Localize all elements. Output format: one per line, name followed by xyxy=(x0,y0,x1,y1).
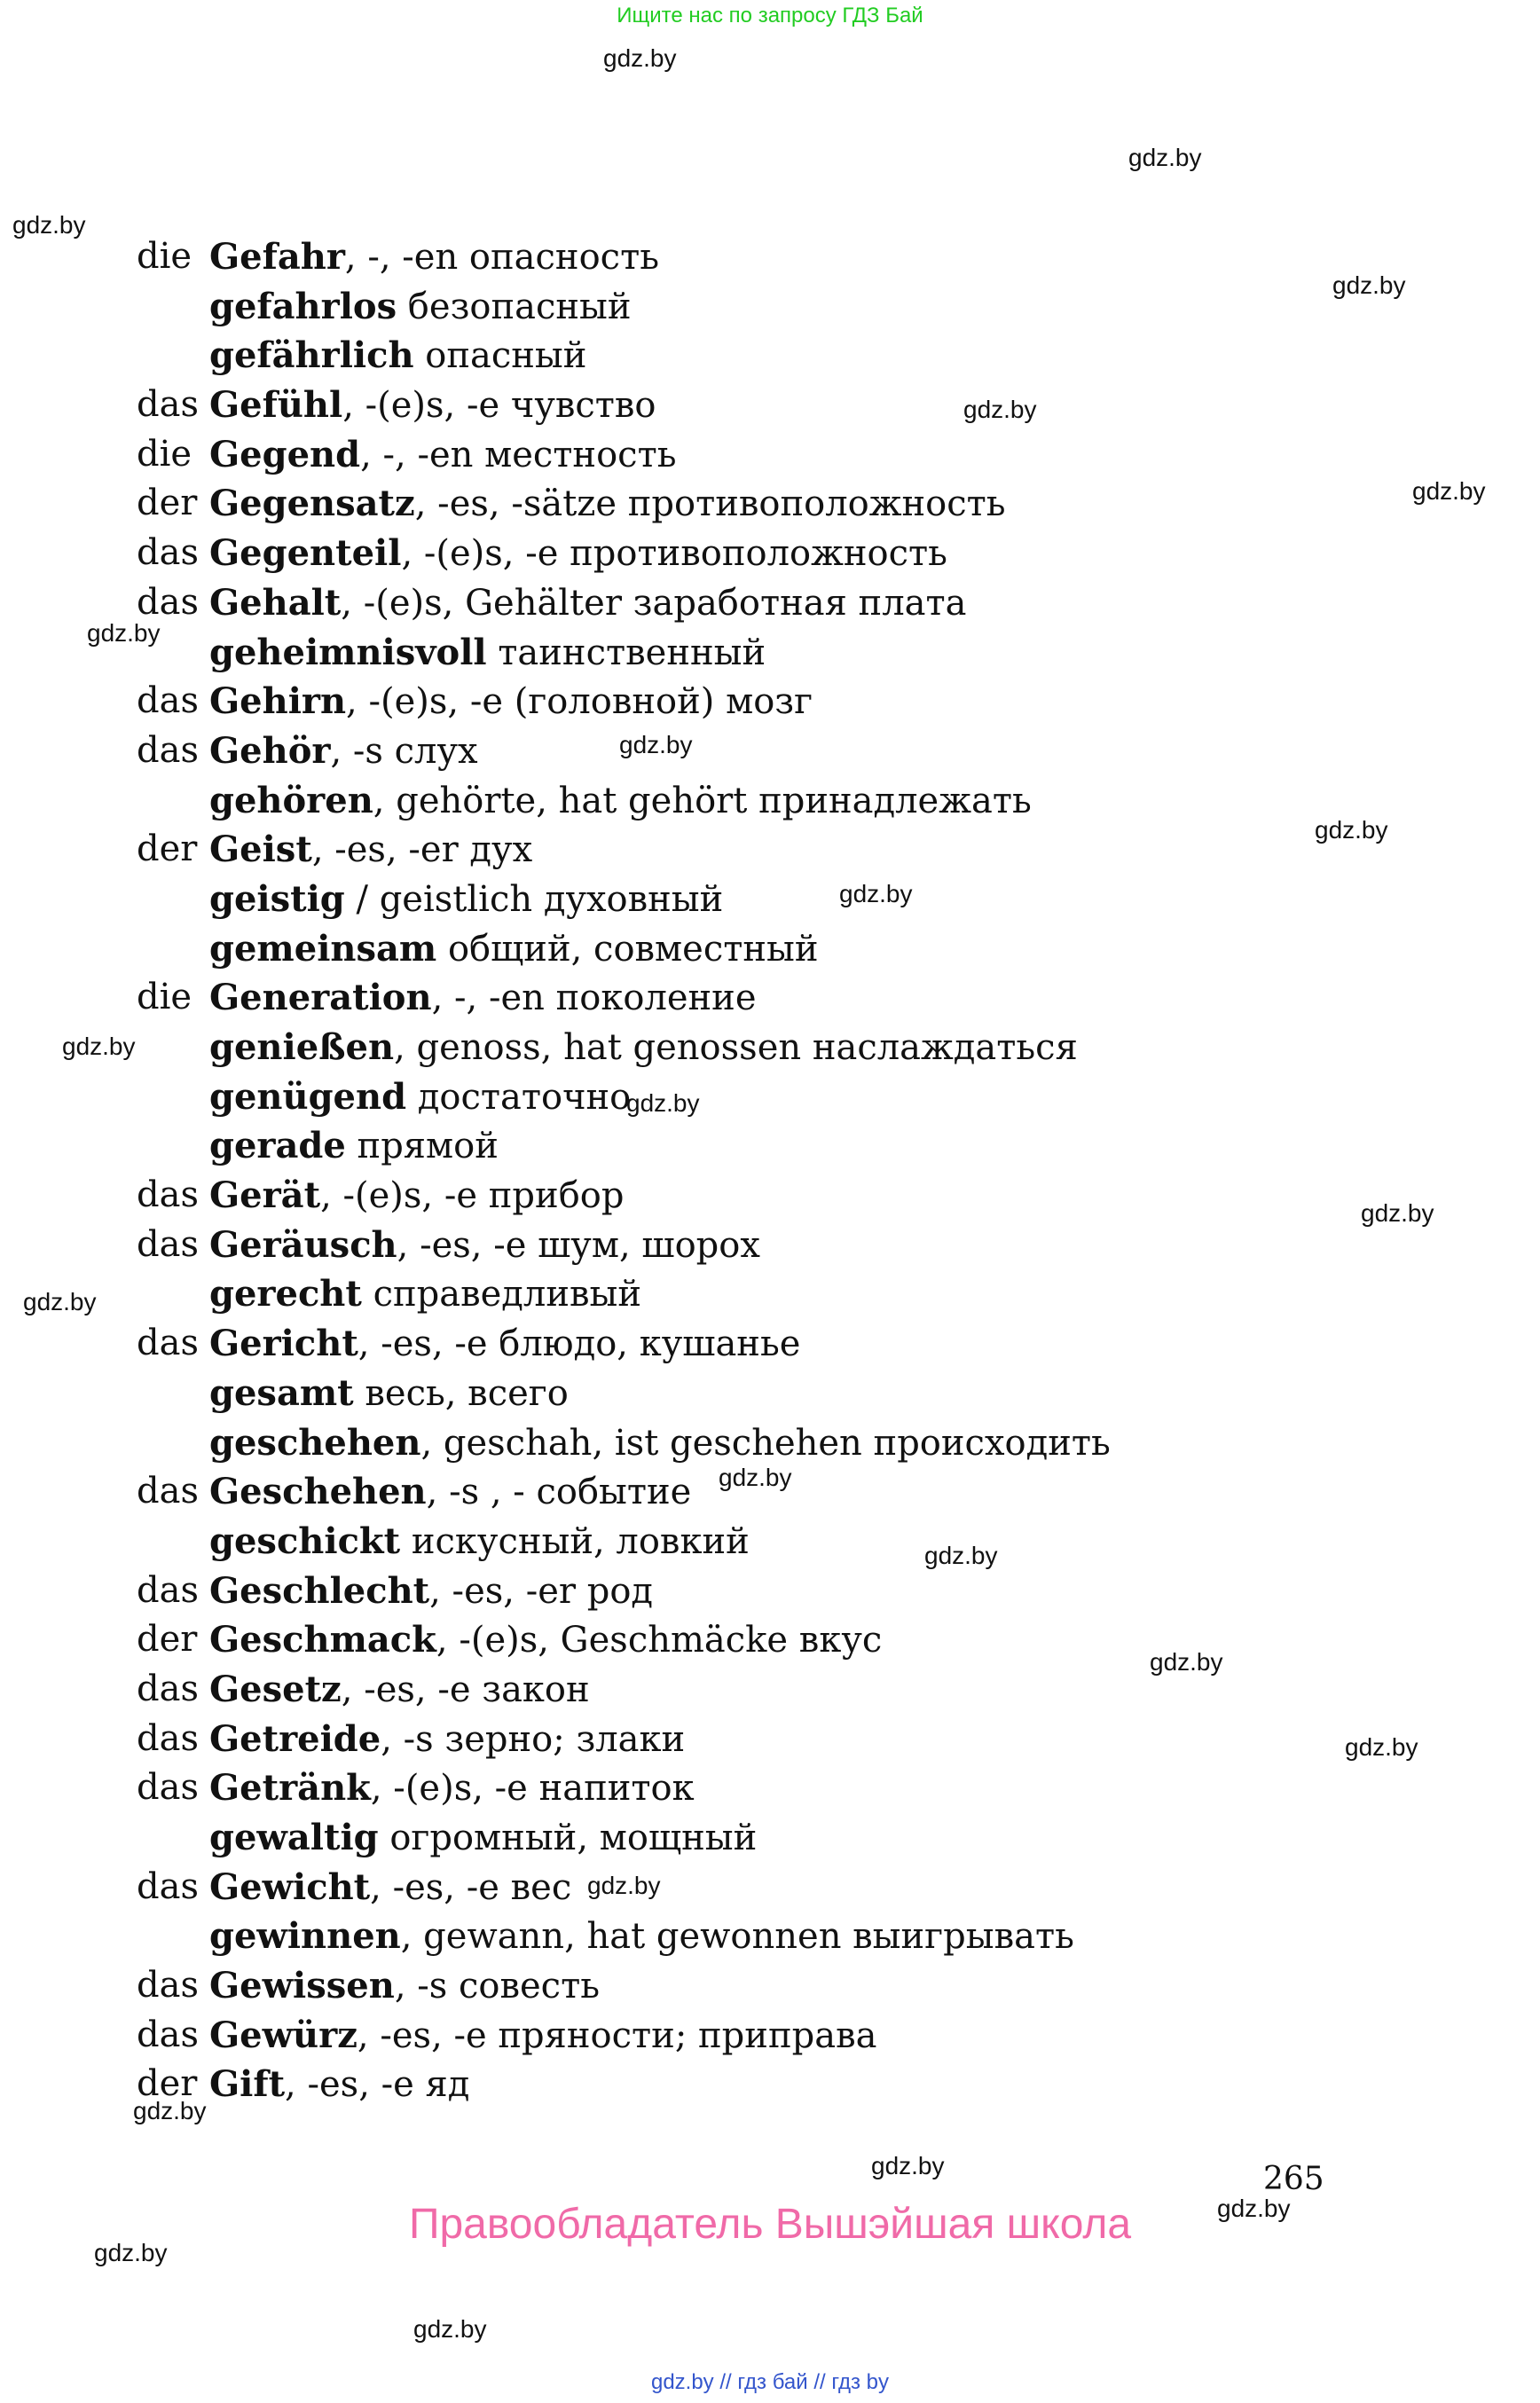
entry-details: , -es, -e блюдо, кушанье xyxy=(358,1323,801,1365)
entry-details: , gehörte, hat gehört принадлежать xyxy=(373,780,1032,821)
entry-details: справедливый xyxy=(361,1274,641,1315)
article: das xyxy=(137,532,199,574)
headword: gefahrlos xyxy=(209,285,397,327)
vocabulary-entry xyxy=(0,1369,1540,1418)
entry-details: таинственный xyxy=(486,632,766,673)
entry-details: , -s зерно; злаки xyxy=(381,1718,686,1760)
vocabulary-entry xyxy=(0,726,1540,776)
vocabulary-entry xyxy=(0,1269,1540,1319)
entry-details: достаточно xyxy=(406,1076,632,1118)
vocabulary-entry xyxy=(0,677,1540,726)
article: das xyxy=(137,2014,199,2055)
headword: geschehen xyxy=(209,1421,421,1464)
vocabulary-entry xyxy=(0,1221,1540,1270)
headword: Gewissen xyxy=(209,1965,395,2007)
headword: Gegensatz xyxy=(209,483,415,525)
entry-details: , -(e)s, -e противоположность xyxy=(401,533,947,575)
headword: gewinnen xyxy=(209,1915,401,1958)
vocabulary-entry xyxy=(0,1567,1540,1616)
watermark: gdz.by xyxy=(603,44,677,72)
headword: geschickt xyxy=(209,1520,401,1562)
watermark: gdz.by xyxy=(1217,2195,1291,2222)
headword: Gewürz xyxy=(209,2014,358,2056)
vocabulary-entry xyxy=(0,578,1540,628)
headword: gewaltig xyxy=(209,1817,379,1858)
entry-details: , -es, -e яд xyxy=(285,2064,470,2106)
headword: Gegenteil xyxy=(209,532,402,575)
vocabulary-entry xyxy=(0,529,1540,578)
article: das xyxy=(137,384,199,426)
headword: geistig xyxy=(209,877,345,920)
headword: Gehirn xyxy=(209,680,347,723)
entry-details: , -s совесть xyxy=(394,1966,600,2007)
watermark: gdz.by xyxy=(1332,271,1406,299)
entry-details: , -es, -sätze противоположность xyxy=(414,483,1006,525)
headword: Generation xyxy=(209,977,432,1019)
entry-details: безопасный xyxy=(397,286,632,327)
vocabulary-entry xyxy=(0,1023,1540,1072)
headword: genügend xyxy=(209,1075,407,1118)
watermark: gdz.by xyxy=(924,1542,998,1569)
vocabulary-entry xyxy=(0,479,1540,529)
vocabulary-entry xyxy=(0,1517,1540,1567)
entry-details: искусный, ловкий xyxy=(400,1520,750,1562)
entry-details: , -es, -e вес xyxy=(370,1866,572,1908)
vocabulary-entry xyxy=(0,1467,1540,1517)
vocabulary-entry xyxy=(0,1418,1540,1468)
article: das xyxy=(137,729,199,771)
watermark: gdz.by xyxy=(619,731,693,758)
vocabulary-entry xyxy=(0,875,1540,924)
watermark: gdz.by xyxy=(587,1872,661,1899)
watermark: gdz.by xyxy=(23,1288,97,1315)
vocabulary-entry xyxy=(0,232,1540,282)
headword: Gegend xyxy=(209,433,361,475)
watermark: gdz.by xyxy=(62,1033,136,1060)
top-banner: Ищите нас по запросу ГДЗ Бай xyxy=(617,4,923,27)
article: das xyxy=(137,1865,199,1907)
headword: Getränk xyxy=(209,1767,371,1810)
vocabulary-entry xyxy=(0,776,1540,826)
headword: Geschehen xyxy=(209,1471,427,1513)
article: das xyxy=(137,1569,199,1611)
watermark: gdz.by xyxy=(1412,477,1486,505)
headword: gerecht xyxy=(209,1273,362,1315)
vocabulary-entry xyxy=(0,973,1540,1023)
vocabulary-entry xyxy=(0,430,1540,480)
footer-links: gdz.by // гдз бай // гдз by xyxy=(650,2370,890,2394)
vocabulary-entry xyxy=(0,1863,1540,1912)
article: das xyxy=(137,1223,199,1265)
entry-details: , -, -en опасность xyxy=(344,237,659,278)
headword: gemeinsam xyxy=(209,927,437,970)
article: das xyxy=(137,1174,199,1216)
entry-details: , -(e)s, Geschmäcke вкус xyxy=(436,1620,883,1661)
vocabulary-entry xyxy=(0,628,1540,678)
vocabulary-list xyxy=(0,232,1540,2109)
article: das xyxy=(137,1965,199,2006)
headword: Gewicht xyxy=(209,1865,371,1908)
article: die xyxy=(137,977,192,1018)
article: das xyxy=(137,1323,199,1364)
vocabulary-entry xyxy=(0,282,1540,332)
watermark: gdz.by xyxy=(719,1464,792,1491)
article: der xyxy=(137,1619,198,1661)
entry-details: , genoss, hat genossen наслаждаться xyxy=(394,1027,1078,1068)
entry-details: , -es, -e закон xyxy=(341,1669,590,1710)
article: die xyxy=(137,236,192,277)
copyright-notice: Правообладатель Вышэйшая школа xyxy=(408,2201,1132,2248)
headword: Gesetz xyxy=(209,1668,342,1710)
watermark: gdz.by xyxy=(413,2315,487,2343)
entry-details: , geschah, ist geschehen происходить xyxy=(420,1422,1111,1464)
article: der xyxy=(137,828,198,870)
watermark: gdz.by xyxy=(94,2239,168,2266)
headword: gefährlich xyxy=(209,334,414,377)
headword: gerade xyxy=(209,1125,346,1167)
vocabulary-entry xyxy=(0,1319,1540,1369)
headword: Getreide xyxy=(209,1717,381,1760)
entry-details: , -es, -e пряности; приправа xyxy=(357,2014,877,2056)
article: das xyxy=(137,1717,199,1759)
vocabulary-entry xyxy=(0,2011,1540,2061)
headword: gesamt xyxy=(209,1371,354,1414)
headword: Gift xyxy=(209,2063,286,2106)
watermark: gdz.by xyxy=(1150,1648,1223,1676)
headword: geheimnisvoll xyxy=(209,631,487,673)
vocabulary-entry xyxy=(0,1763,1540,1813)
entry-details: / geistlich духовный xyxy=(344,878,724,920)
vocabulary-entry xyxy=(0,1171,1540,1221)
watermark: gdz.by xyxy=(1345,1733,1418,1761)
vocabulary-entry xyxy=(0,331,1540,381)
entry-details: , -es, -e шум, шорох xyxy=(397,1224,760,1266)
headword: genießen xyxy=(209,1026,395,1068)
watermark: gdz.by xyxy=(626,1089,700,1117)
entry-details: прямой xyxy=(345,1126,499,1167)
entry-details: весь, всего xyxy=(353,1372,569,1414)
watermark: gdz.by xyxy=(871,2152,945,2179)
headword: Gerät xyxy=(209,1174,321,1217)
watermark: gdz.by xyxy=(133,2097,207,2124)
entry-details: общий, совместный xyxy=(436,928,819,970)
entry-details: , -s , - событие xyxy=(426,1472,692,1513)
headword: Gefühl xyxy=(209,384,343,427)
vocabulary-entry xyxy=(0,1715,1540,1764)
entry-details: , -(e)s, -e напиток xyxy=(370,1768,695,1810)
watermark: gdz.by xyxy=(1128,144,1202,171)
headword: Gericht xyxy=(209,1323,358,1365)
article: das xyxy=(137,1471,199,1512)
entry-details: , -s слух xyxy=(330,730,478,772)
article: der xyxy=(137,483,198,524)
headword: Geräusch xyxy=(209,1223,397,1266)
article: der xyxy=(137,2063,198,2105)
vocabulary-entry xyxy=(0,2060,1540,2109)
entry-details: , -(e)s, Gehälter заработная плата xyxy=(341,582,967,624)
vocabulary-entry xyxy=(0,1615,1540,1665)
entry-details: , -(e)s, -e чувство xyxy=(342,385,656,427)
watermark: gdz.by xyxy=(1315,816,1388,844)
entry-details: , -es, -er дух xyxy=(311,829,533,871)
vocabulary-entry xyxy=(0,1665,1540,1715)
entry-details: , -es, -er род xyxy=(429,1570,654,1612)
article: das xyxy=(137,680,199,722)
vocabulary-entry xyxy=(0,1121,1540,1171)
entry-details: опасный xyxy=(413,335,587,377)
watermark: gdz.by xyxy=(87,619,161,647)
watermark: gdz.by xyxy=(839,880,913,907)
entry-details: , gewann, hat gewonnen выигрывать xyxy=(400,1916,1074,1958)
watermark: gdz.by xyxy=(12,211,86,239)
entry-details: , -, -en местность xyxy=(360,434,677,475)
vocabulary-entry xyxy=(0,825,1540,875)
article: die xyxy=(137,433,192,475)
entry-details: огромный, мощный xyxy=(378,1818,758,1858)
vocabulary-entry xyxy=(0,1912,1540,1961)
headword: Gefahr xyxy=(209,236,345,278)
watermark: gdz.by xyxy=(963,396,1037,423)
vocabulary-entry xyxy=(0,1961,1540,2011)
headword: Geist xyxy=(209,828,312,871)
article: das xyxy=(137,581,199,623)
vocabulary-entry xyxy=(0,924,1540,974)
page-number: 265 xyxy=(1263,2161,1324,2197)
vocabulary-entry xyxy=(0,1072,1540,1122)
headword: Gehalt xyxy=(209,581,342,624)
headword: gehören xyxy=(209,779,373,821)
vocabulary-entry xyxy=(0,381,1540,430)
watermark: gdz.by xyxy=(1361,1199,1434,1227)
vocabulary-entry xyxy=(0,1813,1540,1863)
headword: Gehör xyxy=(209,729,331,772)
headword: Geschlecht xyxy=(209,1569,430,1612)
article: das xyxy=(137,1767,199,1809)
headword: Geschmack xyxy=(209,1619,436,1661)
entry-details: , -(e)s, -e прибор xyxy=(320,1175,625,1217)
entry-details: , -, -en поколение xyxy=(431,978,757,1019)
article: das xyxy=(137,1668,199,1709)
entry-details: , -(e)s, -e (головной) мозг xyxy=(346,681,813,723)
